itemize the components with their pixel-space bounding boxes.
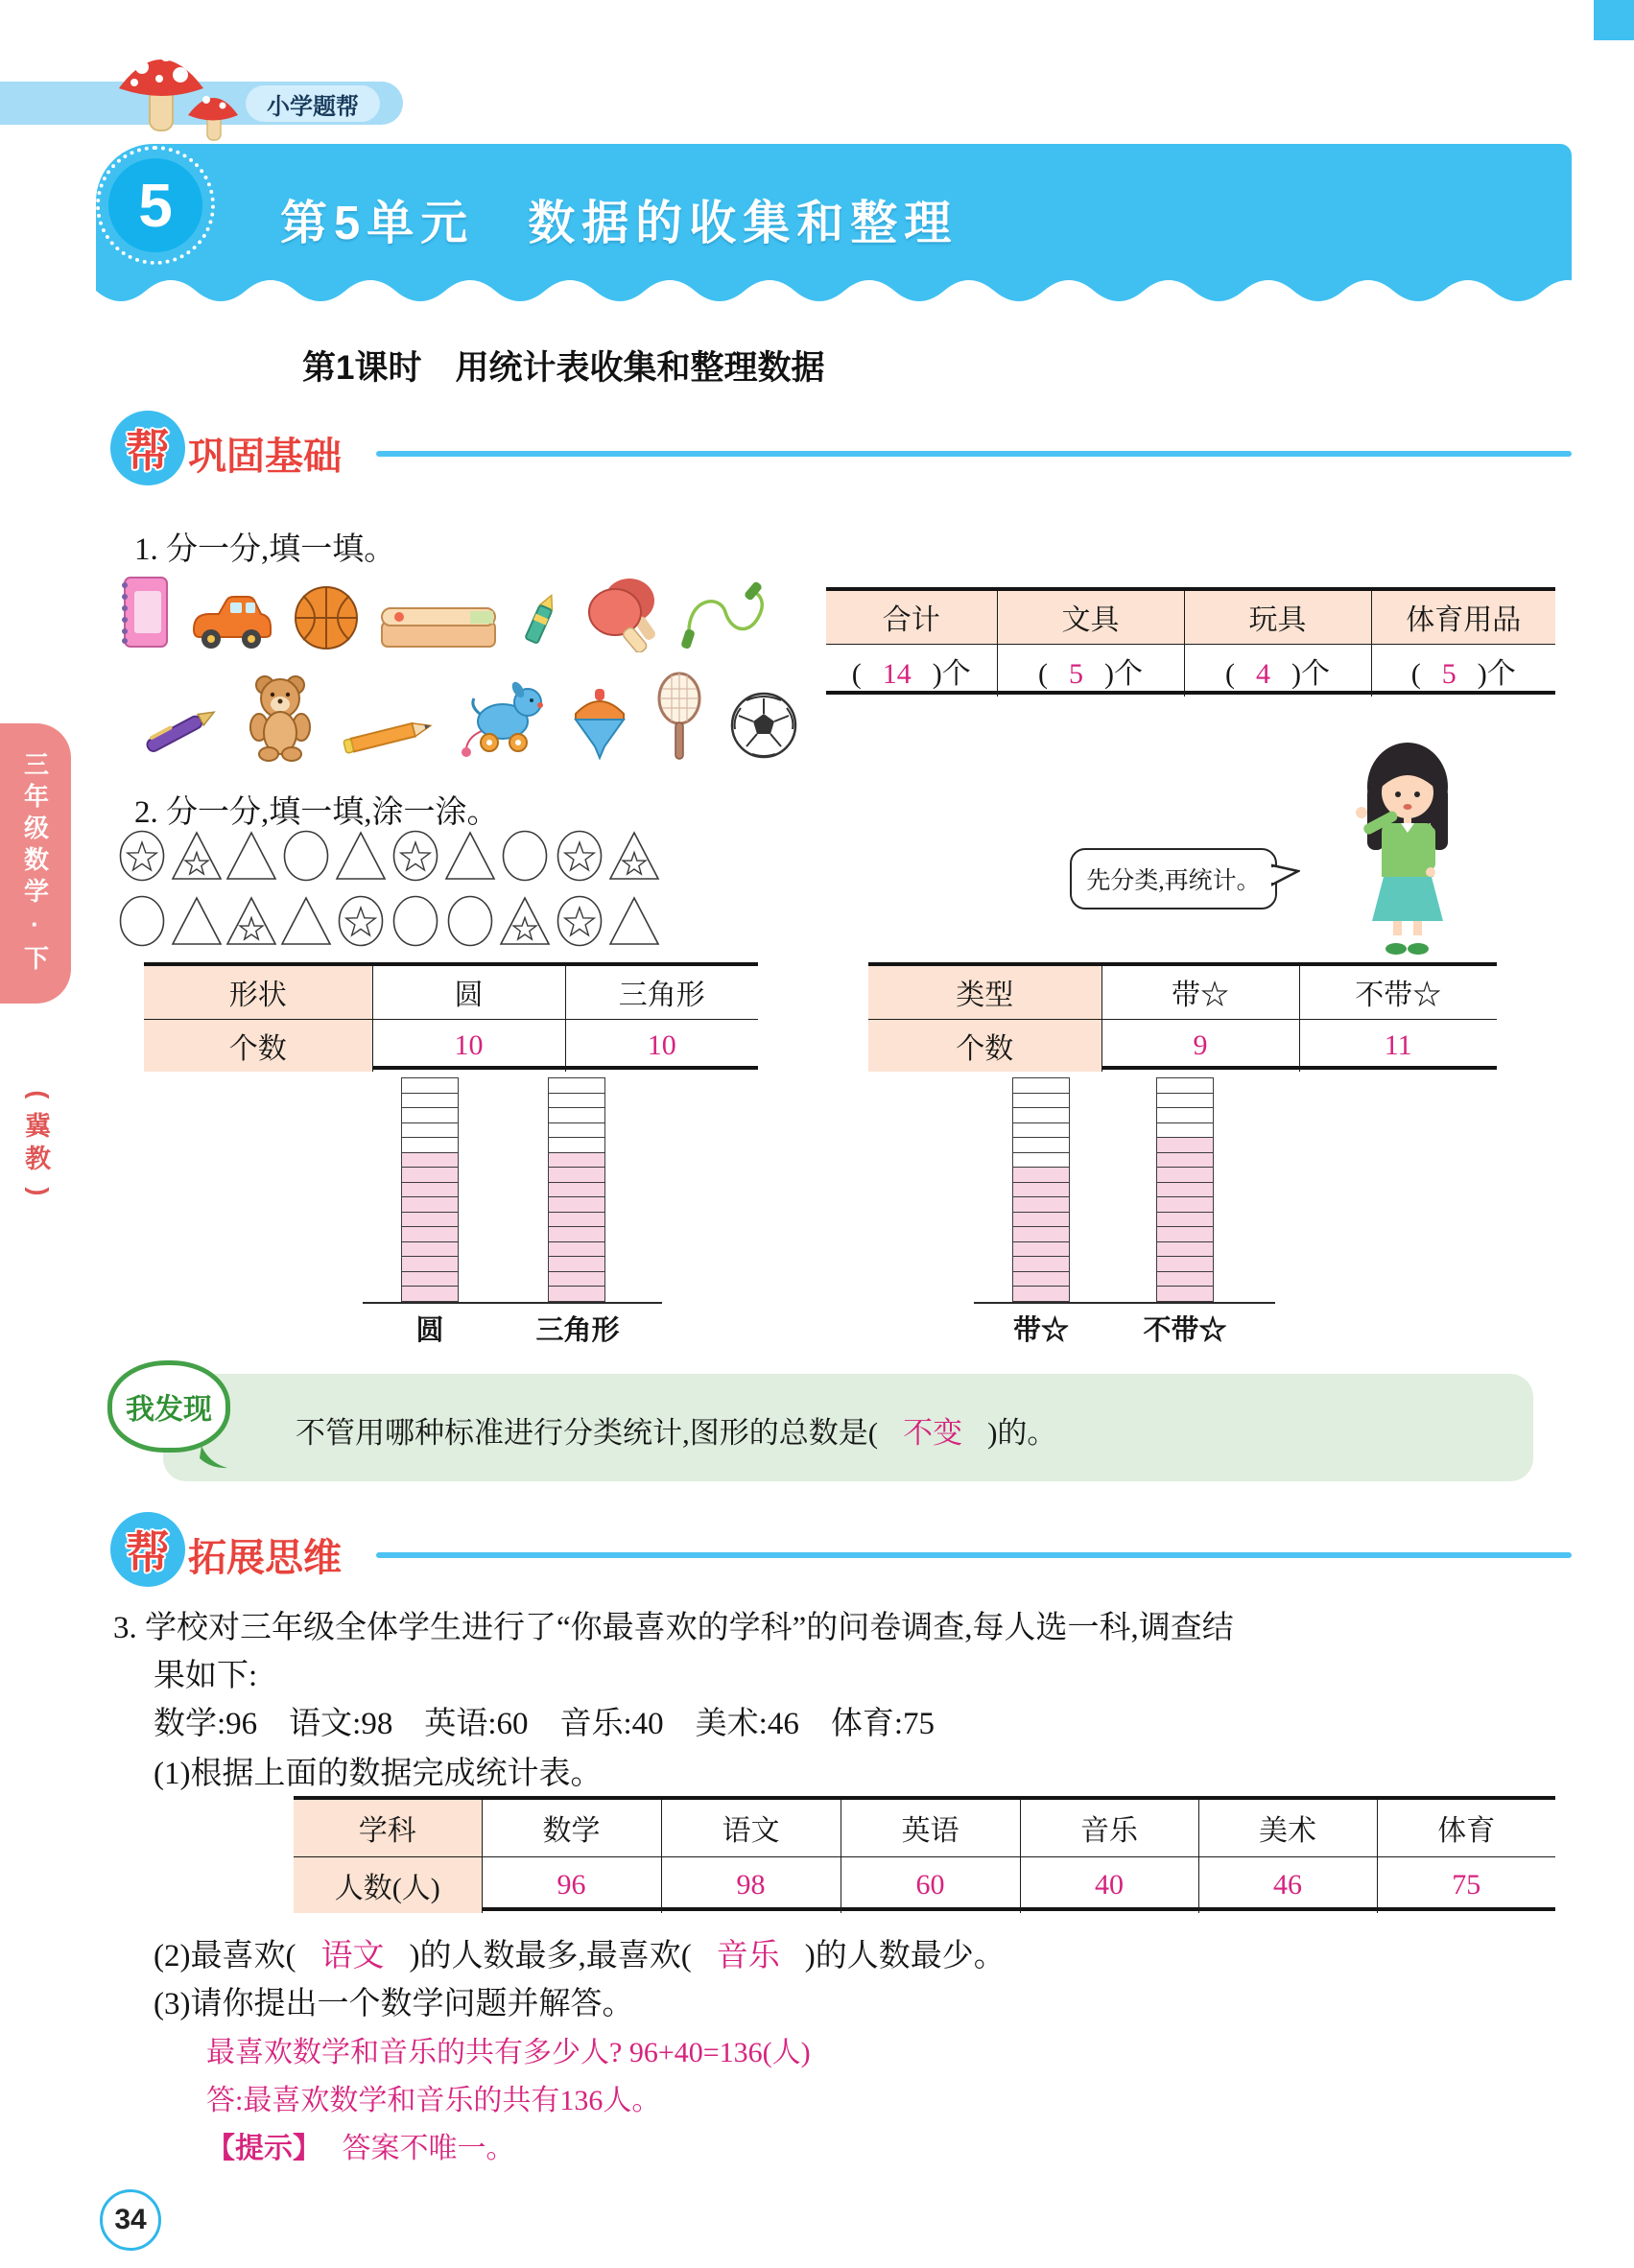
chart-cell[interactable] [401,1182,459,1198]
grid-bar-triangle[interactable] [548,1077,605,1302]
triangle-shape[interactable] [607,894,661,953]
discovery-sentence [296,1408,1056,1452]
chart-cell[interactable] [1156,1152,1214,1169]
q1-count-table [826,587,1555,695]
q1-header-sports: 体育用品 [1371,591,1555,644]
chart-cell[interactable] [1156,1137,1214,1153]
chart-cell[interactable] [401,1122,459,1139]
crayon-icon [518,589,562,657]
q3-value-english[interactable]: 60 [841,1856,1020,1913]
q3-header-chinese: 语文 [661,1800,841,1856]
q3-header-english: 英语 [841,1800,1020,1856]
sidebar-grade-text: 三年级数学·下 [20,750,50,977]
type-count-nostar[interactable]: 11 [1299,1019,1497,1072]
section-basics-label: 巩固基础 [188,436,342,478]
q1-values-row [826,644,1555,697]
chart-cell[interactable] [1012,1182,1070,1198]
triangle-star-shape[interactable] [498,894,552,953]
chart-cell[interactable] [401,1107,459,1123]
chart-cell[interactable] [548,1241,605,1258]
notebook-icon [113,572,169,657]
q1-prompt: 1. 分一分,填一填。 [134,532,396,567]
q3-hint [206,2124,515,2166]
q3-sub2-p3: )的人数最少。 [804,1939,1006,1973]
count-answer-cell[interactable]: ( 4 )个 [1184,644,1371,697]
shape-table-header: 形状 [144,966,372,1019]
hint-bubble-text: 先分类,再统计。 [1086,868,1261,894]
q2-prompt: 2. 分一分,填一填,涂一涂。 [134,795,499,830]
chart-cell[interactable] [1156,1122,1214,1139]
triangle-shape[interactable] [170,894,224,953]
shape-table-circle: 圆 [372,966,565,1019]
chart-cell[interactable] [401,1271,459,1288]
triangle-star-shape[interactable] [607,829,661,887]
chart-cell[interactable] [1012,1152,1070,1169]
pen-icon [134,700,223,767]
chart2-baseline [974,1302,1275,1304]
shape-table-triangle: 三角形 [565,966,758,1019]
circle-shape[interactable] [279,829,333,887]
chart-cell[interactable] [401,1077,459,1094]
circle-star-shape[interactable] [334,894,388,953]
q3-hint-label: 【提示】 [206,2133,321,2164]
chart-cell[interactable] [1156,1212,1214,1228]
type-table-star: 带☆ [1101,966,1299,1019]
chart1-baseline [363,1302,662,1304]
chart-cell[interactable] [401,1226,459,1242]
shape-count-table [144,962,758,1070]
q3-header-music: 音乐 [1020,1800,1198,1856]
shape-table-count-label: 个数 [144,1019,372,1072]
edition-char2: 教 [25,1144,51,1173]
chart-cell[interactable] [548,1212,605,1228]
chart-cell[interactable] [548,1137,605,1153]
unit-title: 第5单元 数据的收集和整理 [280,198,959,249]
chart-cell[interactable] [548,1152,605,1169]
triangle-shape[interactable] [443,829,497,887]
chart-cell[interactable] [1156,1241,1214,1258]
triangle-star-shape[interactable] [225,894,278,953]
q3-value-pe[interactable]: 75 [1377,1856,1555,1913]
circle-star-shape[interactable] [553,894,606,953]
chart-cell[interactable] [548,1077,605,1094]
bang-badge-text2: 帮 [126,1527,170,1577]
chart-cell[interactable] [548,1182,605,1198]
chart-cell[interactable] [548,1093,605,1109]
shape-count-circle[interactable]: 10 [372,1019,565,1072]
triangle-shape[interactable] [225,829,278,887]
q3-hint-text: 答案不唯一。 [342,2133,515,2164]
q3-sub1: (1)根据上面的数据完成统计表。 [154,1757,603,1791]
sidebar-edition [24,1078,54,1208]
q3-header-subject: 学科 [294,1800,482,1856]
bang-badge-text: 帮 [126,426,170,476]
page-number-badge [100,2189,161,2251]
chart-cell[interactable] [548,1271,605,1288]
chart-cell[interactable] [1012,1196,1070,1213]
q1-header-stationery: 文具 [997,591,1184,644]
chart-cell[interactable] [1156,1226,1214,1242]
chart-cell[interactable] [1012,1271,1070,1288]
triangle-star-shape[interactable] [170,829,224,887]
discovery-badge-text: 我发现 [126,1394,212,1426]
unit-number: 5 [138,171,173,240]
chart-cell[interactable] [401,1241,459,1258]
chart-cell[interactable] [401,1212,459,1228]
section-basics-badge [110,411,185,485]
soccer-ball-icon [727,689,800,767]
brand-badge [246,85,380,122]
chart-cell[interactable] [1012,1093,1070,1109]
q3-sub2-answer1[interactable]: 语文 [320,1939,385,1973]
q3-prompt-line2: 果如下: [154,1659,258,1693]
discovery-after: )的。 [987,1416,1057,1450]
chart-cell[interactable] [1012,1107,1070,1123]
chart-cell[interactable] [1012,1212,1070,1228]
edition-paren-close: ) [24,1187,54,1196]
chart-cell[interactable] [401,1093,459,1109]
q3-survey-data: 数学:96 语文:98 英语:60 音乐:40 美术:46 体育:75 [154,1707,935,1741]
q1-items-row2 [134,670,800,767]
chart-cell[interactable] [1012,1256,1070,1272]
q3-sub2-p1: (2)最喜欢( [154,1939,296,1973]
edition-paren-open: ( [24,1090,54,1099]
type-table-header: 类型 [868,966,1101,1019]
pencil-box-icon [378,599,501,657]
discovery-answer[interactable]: 不变 [903,1416,963,1450]
q1-header-toys: 玩具 [1184,591,1371,644]
chart-cell[interactable] [548,1286,605,1302]
q3-sub2 [154,1930,1006,1975]
chart-cell[interactable] [1012,1077,1070,1094]
q2-shapes-row2 [115,894,661,953]
circle-star-shape[interactable] [115,829,169,887]
teddy-bear-icon [240,670,320,767]
circle-shape[interactable] [115,894,169,953]
circle-shape[interactable] [443,894,497,953]
badminton-racket-icon [649,672,710,767]
speech-bubble-tail-icon [1271,862,1300,887]
chart-cell[interactable] [548,1167,605,1183]
lesson-title: 第1课时 用统计表收集和整理数据 [302,349,825,387]
chart-cell[interactable] [401,1196,459,1213]
q3-prompt-line1: 3. 学校对三年级全体学生进行了“你最喜欢的学科”的问卷调查,每人选一科,调查结 [113,1611,1234,1645]
circle-star-shape[interactable] [553,829,606,887]
chart1-label-triangle: 三角形 [535,1315,620,1346]
toy-car-icon [186,589,274,657]
chart-cell[interactable] [1156,1182,1214,1198]
spinning-top-icon [568,687,631,767]
chart-cell[interactable] [1012,1122,1070,1139]
sidebar-grade-tab [0,723,71,1004]
q2-shapes-row1 [115,829,661,887]
pingpong-paddle-icon [580,572,664,657]
q3-solution-line2: 答:最喜欢数学和音乐的共有136人。 [206,2085,661,2116]
banner-wave-decor [96,278,1572,309]
chart-cell[interactable] [1012,1137,1070,1153]
section-basics-rule [376,451,1572,457]
chart-cell[interactable] [401,1286,459,1302]
q3-header-pe: 体育 [1377,1800,1555,1856]
corner-decor [1594,0,1634,40]
chart-cell[interactable] [1012,1241,1070,1258]
q3-sub3: (3)请你提出一个数学问题并解答。 [154,1987,634,2021]
q3-sub2-p2: )的人数最多,最喜欢( [409,1939,692,1973]
pencil-icon [338,710,441,767]
chart-cell[interactable] [1156,1077,1214,1094]
circle-shape[interactable] [389,894,442,953]
chart-cell[interactable] [1156,1271,1214,1288]
chart2-label-star: 带☆ [1012,1315,1069,1346]
shape-count-triangle[interactable]: 10 [565,1019,758,1072]
chart-cell[interactable] [1156,1167,1214,1183]
toy-dog-icon [459,677,551,767]
q1-header-total: 合计 [826,591,997,644]
chart-cell[interactable] [1012,1286,1070,1302]
q3-survey-table [294,1796,1555,1911]
count-answer-cell[interactable]: ( 14 )个 [826,644,997,697]
chart-cell[interactable] [548,1196,605,1213]
mushroom-logo-icon [113,38,240,151]
brand-text: 小学题帮 [267,93,359,120]
hint-speech-bubble [1070,848,1277,910]
chart-cell[interactable] [1012,1167,1070,1183]
chart2-label-nostar: 不带☆ [1143,1315,1227,1346]
q3-row-label: 人数(人) [294,1856,482,1913]
discovery-badge-tail-icon [198,1444,230,1471]
circle-shape[interactable] [498,829,552,887]
chart-cell[interactable] [1156,1286,1214,1302]
section-expand-rule [376,1552,1572,1558]
unit-number-badge [108,158,202,252]
type-count-star[interactable]: 9 [1101,1019,1299,1072]
type-count-table [868,962,1497,1070]
chart-cell[interactable] [401,1152,459,1169]
chart-cell[interactable] [548,1226,605,1242]
chart1-label-circle: 圆 [415,1315,444,1346]
type-table-count-label: 个数 [868,1019,1101,1072]
q3-value-art[interactable]: 46 [1198,1856,1377,1913]
jump-rope-icon [681,579,773,657]
section-expand-badge [110,1512,185,1587]
chart-cell[interactable] [1156,1107,1214,1123]
q3-header-art: 美术 [1198,1800,1377,1856]
section-expand-label: 拓展思维 [188,1537,342,1579]
chart-cell[interactable] [548,1107,605,1123]
chart-cell[interactable] [401,1137,459,1153]
triangle-shape[interactable] [279,894,333,953]
chart-cell[interactable] [548,1256,605,1272]
q1-items-row1 [113,572,773,657]
chart-cell[interactable] [1156,1093,1214,1109]
discovery-before: 不管用哪种标准进行分类统计,图形的总数是( [296,1416,879,1450]
chart-cell[interactable] [1012,1226,1070,1242]
circle-star-shape[interactable] [389,829,442,887]
page-number: 34 [114,2204,147,2235]
grid-bar-with-star[interactable] [1012,1077,1070,1302]
grid-bar-without-star[interactable] [1156,1077,1214,1302]
q3-header-math: 数学 [482,1800,661,1856]
chart-cell[interactable] [401,1256,459,1272]
q3-value-math[interactable]: 96 [482,1856,661,1913]
discovery-badge [107,1360,230,1453]
q3-sub2-answer2[interactable]: 音乐 [716,1939,780,1973]
chart-cell[interactable] [548,1122,605,1139]
chart-cell[interactable] [401,1167,459,1183]
chart-cell[interactable] [1156,1196,1214,1213]
q3-value-music[interactable]: 40 [1020,1856,1198,1913]
q3-value-chinese[interactable]: 98 [661,1856,841,1913]
basketball-icon [292,583,361,657]
type-table-nostar: 不带☆ [1299,966,1497,1019]
chart-cell[interactable] [1156,1256,1214,1272]
girl-character-illustration [1336,737,1480,962]
edition-char1: 冀 [25,1111,51,1141]
count-answer-cell[interactable]: ( 5 )个 [1371,644,1555,697]
count-answer-cell[interactable]: ( 5 )个 [997,644,1184,697]
q3-solution-line1: 最喜欢数学和音乐的共有多少人? 96+40=136(人) [206,2037,811,2068]
grid-bar-circle[interactable] [401,1077,459,1302]
triangle-shape[interactable] [334,829,388,887]
